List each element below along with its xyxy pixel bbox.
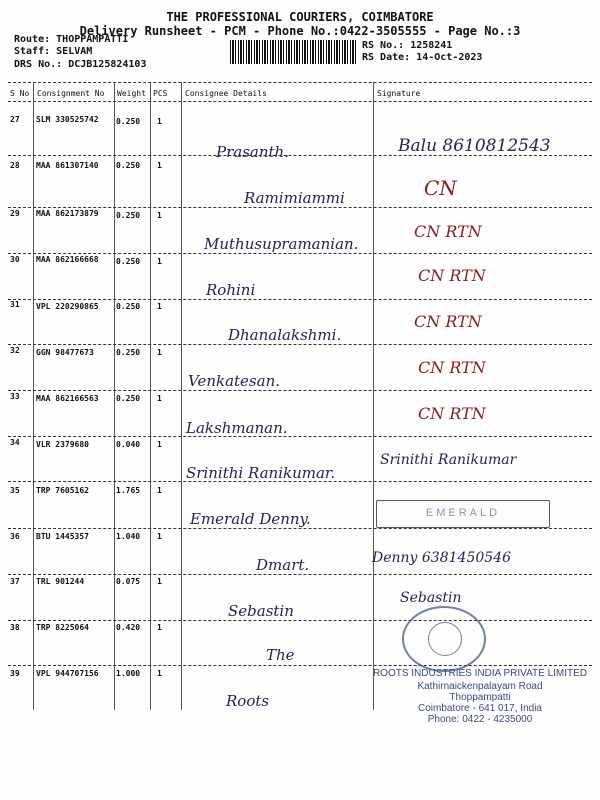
stamp-box	[376, 500, 550, 528]
row-weight: 0.040	[116, 440, 141, 449]
row-divider	[8, 528, 592, 529]
col-header-signature: Signature	[377, 89, 421, 98]
drs-line	[14, 59, 146, 70]
row-pcs: 1	[157, 532, 162, 541]
row-sno: 31	[10, 300, 20, 309]
row-weight: 1.040	[116, 532, 141, 541]
row-consignee: Roots	[226, 692, 270, 710]
col-header-consignment: Consignment No	[37, 89, 105, 98]
stamp-address-line: Coimbatore - 641 017, India	[418, 703, 542, 714]
address-stamp	[368, 668, 592, 725]
rs-no-label: RS No.:	[362, 40, 405, 51]
row-signature: Sebastin	[400, 590, 462, 606]
row-divider	[8, 299, 592, 300]
row-divider	[8, 665, 592, 666]
row-consignment: MAA 861307140	[36, 161, 99, 170]
row-signature: CN RTN	[418, 404, 486, 423]
col-header-consignee: Consignee Details	[185, 89, 267, 98]
row-sno: 36	[10, 532, 20, 541]
row-consignee: Rohini	[206, 281, 256, 299]
staff-label: Staff:	[14, 46, 51, 57]
row-pcs: 1	[157, 577, 162, 586]
row-weight: 0.250	[116, 394, 141, 403]
row-sno: 35	[10, 486, 20, 495]
row-pcs: 1	[157, 211, 162, 220]
row-consignee: Sebastin	[228, 602, 294, 620]
stamp-address-line: Kathirnaickenpalayam Road	[417, 681, 543, 692]
row-pcs: 1	[157, 257, 162, 266]
row-signature: Balu 8610812543	[398, 136, 551, 156]
row-divider	[8, 390, 592, 391]
row-consignee: Dmart.	[256, 556, 310, 574]
row-divider	[8, 207, 592, 208]
col-header-pcs: PCS	[153, 89, 168, 98]
row-pcs: 1	[157, 394, 162, 403]
row-divider	[8, 574, 592, 575]
row-sno: 37	[10, 577, 20, 586]
row-pcs: 1	[157, 669, 162, 678]
row-pcs: 1	[157, 623, 162, 632]
drs-value: DCJB125824103	[68, 59, 147, 70]
row-signature: Denny 6381450546	[372, 550, 511, 566]
row-consignment: MAA 862166668	[36, 255, 99, 264]
row-divider	[8, 253, 592, 254]
staff-line	[14, 46, 92, 57]
row-consignment: VLR 2379680	[36, 440, 89, 449]
row-signature: CN RTN	[414, 312, 482, 331]
row-pcs: 1	[157, 440, 162, 449]
row-pcs: 1	[157, 486, 162, 495]
col-header-weight: Weight	[117, 89, 146, 98]
column-divider	[181, 82, 182, 710]
row-weight: 0.250	[116, 211, 141, 220]
row-consignee: The	[266, 646, 295, 664]
column-divider	[114, 82, 115, 710]
col-header-sno: S No	[10, 89, 30, 98]
row-weight: 0.420	[116, 623, 141, 632]
rs-date-line	[362, 52, 482, 63]
stamp-phone: Phone: 0422 - 4235000	[427, 714, 533, 725]
row-signature: CN RTN	[418, 358, 486, 377]
route-label: Route:	[14, 34, 51, 45]
row-consignee: Prasanth.	[216, 143, 289, 161]
row-consignment: BTU 1445357	[36, 532, 89, 541]
row-consignee: Dhanalakshmi.	[228, 326, 342, 344]
row-consignee: Lakshmanan.	[186, 419, 288, 437]
table-top-rule	[8, 82, 592, 83]
row-consignee: Ramimiammi	[244, 189, 345, 207]
route-value: THOPPAMPATTI	[56, 34, 129, 45]
column-divider	[33, 82, 34, 710]
row-consignment: GGN 98477673	[36, 348, 94, 357]
stamp-address-line: Thoppampatti	[449, 692, 511, 703]
row-consignment: TRP 8225064	[36, 623, 89, 632]
row-consignment: MAA 862173879	[36, 209, 99, 218]
rs-date-value: 14-Oct-2023	[416, 52, 483, 63]
row-signature: EMERALD	[425, 507, 501, 519]
barcode	[230, 40, 358, 64]
row-sno: 30	[10, 255, 20, 264]
page-title: THE PROFESSIONAL COURIERS, COIMBATORE	[166, 10, 434, 24]
stamp-company: ROOTS INDUSTRIES INDIA PRIVATE LIMITED	[372, 668, 588, 679]
row-consignee: Muthusupramanian.	[204, 235, 359, 253]
row-sno: 33	[10, 392, 20, 401]
row-signature: CN RTN	[414, 222, 482, 241]
column-divider	[373, 82, 374, 710]
rs-no-value: 1258241	[410, 40, 453, 51]
row-sno: 38	[10, 623, 20, 632]
rs-no-line	[362, 40, 452, 51]
row-consignment: MAA 862166563	[36, 394, 99, 403]
row-divider	[8, 620, 592, 621]
row-weight: 0.250	[116, 257, 141, 266]
row-consignment: VPL 944707156	[36, 669, 99, 678]
row-consignee: Emerald Denny.	[190, 510, 311, 528]
company-seal	[402, 606, 486, 672]
row-consignee: Venkatesan.	[188, 372, 280, 390]
row-consignment: TRL 901244	[36, 577, 85, 586]
row-weight: 0.075	[116, 577, 141, 586]
row-signature: Srinithi Ranikumar	[380, 452, 517, 468]
row-weight: 1.000	[116, 669, 141, 678]
row-weight: 0.250	[116, 302, 141, 311]
row-consignment: SLM 330525742	[36, 115, 99, 124]
row-consignment: TRP 7605162	[36, 486, 89, 495]
drs-label: DRS No.:	[14, 59, 63, 70]
row-consignee: Srinithi Ranikumar.	[186, 464, 336, 482]
staff-value: SELVAM	[56, 46, 93, 57]
row-sno: 28	[10, 161, 20, 170]
route-line	[14, 34, 128, 45]
runsheet-subtitle: Delivery Runsheet - PCM - Phone No.:0422-3505555 - Page No.:3	[79, 24, 521, 38]
row-sno: 39	[10, 669, 20, 678]
row-weight: 0.250	[116, 161, 141, 170]
row-signature: CN RTN	[418, 266, 486, 285]
row-consignment: VPL 220290865	[36, 302, 99, 311]
row-sno: 27	[10, 115, 20, 124]
row-pcs: 1	[157, 117, 162, 126]
row-divider	[8, 344, 592, 345]
row-pcs: 1	[157, 302, 162, 311]
row-divider	[8, 436, 592, 437]
row-pcs: 1	[157, 348, 162, 357]
row-sno: 34	[10, 438, 20, 447]
row-weight: 0.250	[116, 117, 141, 126]
row-weight: 1.765	[116, 486, 141, 495]
table-header-rule	[8, 101, 592, 102]
row-weight: 0.250	[116, 348, 141, 357]
row-signature: CN	[424, 176, 457, 200]
rs-date-label: RS Date:	[362, 52, 411, 63]
seal-inner-ring	[428, 622, 462, 656]
row-sno: 29	[10, 209, 20, 218]
row-sno: 32	[10, 346, 20, 355]
column-divider	[150, 82, 151, 710]
row-pcs: 1	[157, 161, 162, 170]
